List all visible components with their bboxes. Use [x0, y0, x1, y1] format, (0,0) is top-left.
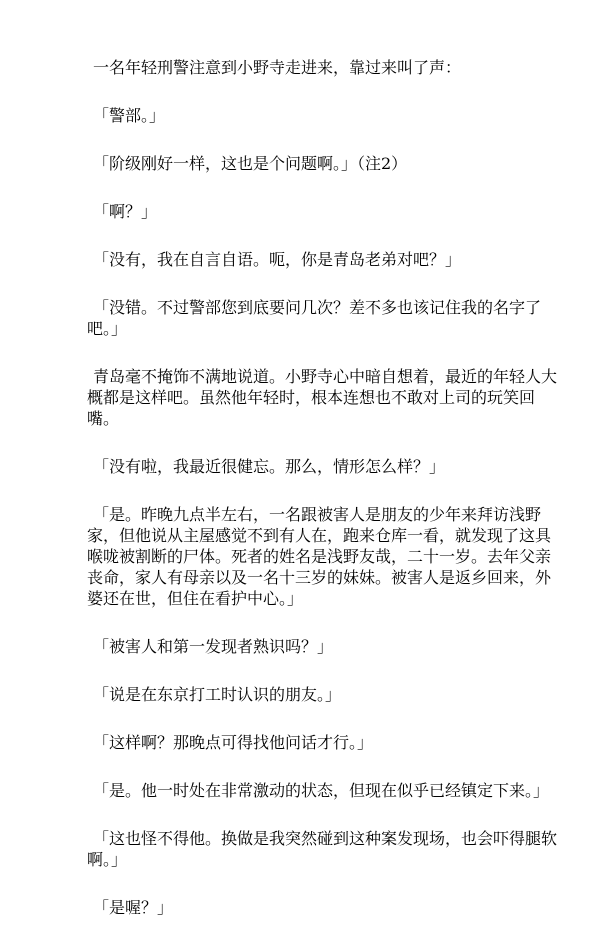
paragraph: 「阶级刚好一样，这也是个问题啊。」（注2） [93, 154, 408, 173]
paragraph: 「这也怪不得他。换做是我突然碰到这种案发现场，也会吓得腿软啊。」 [87, 829, 558, 869]
text-body [87, 57, 559, 945]
paragraph: 「说是在东京打工时认识的朋友。」 [93, 685, 342, 704]
paragraph: 「被害人和第一发现者熟识吗？」 [93, 637, 334, 656]
paragraph: 「是。他一时处在非常激动的状态，但现在似乎已经镇定下来。」 [93, 781, 550, 800]
paragraph: 「没有，我在自言自语。呃，你是青岛老弟对吧？」 [93, 250, 462, 269]
paragraph: 「警部。」 [93, 106, 166, 125]
paragraph: 「这样啊？那晚点可得找他问话才行。」 [93, 733, 374, 752]
paragraph: 「是。昨晚九点半左右，一名跟被害人是朋友的少年来拜访浅野家，但他说从主屋感觉不到有人在，跑来仓库一看，就发现了这具喉咙被割断的尸体。死者的姓名是浅野友哉，二十一岁。去年父亲丧命，家人有母亲以及一名十三岁的妹妹。被害人是返乡回来，外婆还在世，但住在看护中心。」 [87, 505, 552, 608]
paragraph: 「没有啦，我最近很健忘。那么，情形怎么样？」 [93, 457, 446, 476]
paragraph: 一名年轻刑警注意到小野寺走进来，靠过来叫了声： [93, 58, 462, 77]
paragraph: 「是喔？」 [93, 898, 174, 917]
paragraph: 青岛毫不掩饰不满地说道。小野寺心中暗自想着，最近的年轻人大概都是这样吧。虽然他年轻时，根本连想也不敢对上司的玩笑回嘴。 [87, 367, 558, 428]
paragraph: 「啊？」 [93, 202, 158, 221]
paragraph: 「没错。不过警部您到底要问几次？差不多也该记住我的名字了吧。」 [87, 298, 542, 338]
